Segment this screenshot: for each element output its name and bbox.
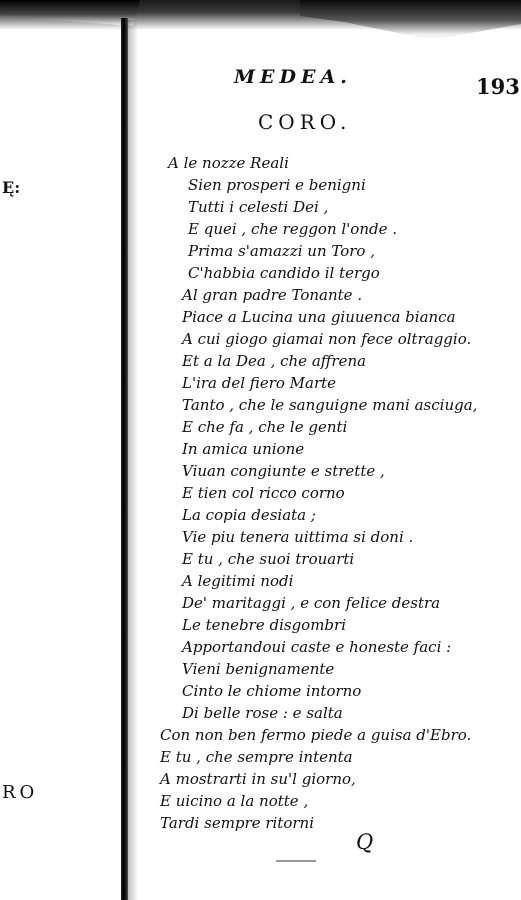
verse-line: E tu , che sempre intenta xyxy=(160,748,353,766)
verse-line: De' maritaggi , e con felice destra xyxy=(182,594,441,612)
gutter-shadow xyxy=(128,20,138,900)
verse-line: Prima s'amazzi un Toro , xyxy=(188,242,375,260)
verse-line: E quei , che reggon l'onde . xyxy=(188,220,398,238)
page-number: 193 xyxy=(476,74,520,99)
book-spine-gutter xyxy=(121,18,128,900)
verse-line: A cui giogo giamai non fece oltraggio. xyxy=(182,330,472,348)
verse-line: Tutti i celesti Dei , xyxy=(188,198,329,216)
verse-line: C'habbia candido il tergo xyxy=(188,264,380,282)
verse-line: E tien col ricco corno xyxy=(182,484,345,502)
verse-line: Apportandoui caste e honeste faci : xyxy=(182,638,452,656)
verse-line: E uicino a la notte , xyxy=(160,792,309,810)
verse-line: Le tenebre disgombri xyxy=(182,616,346,634)
verse-line: Piace a Lucina una giuuenca bianca xyxy=(182,308,456,326)
verse-line: A legitimi nodi xyxy=(182,572,294,590)
verse-line: Et a la Dea , che affrena xyxy=(182,352,367,370)
verse-line: A le nozze Reali xyxy=(168,154,289,172)
page-top-shadow-right xyxy=(300,0,521,40)
verse-line: Sien prosperi e benigni xyxy=(188,176,366,194)
verse-line: E che fa , che le genti xyxy=(182,418,348,436)
page-foot-smudge xyxy=(276,860,316,862)
section-title: CORO. xyxy=(258,110,352,134)
left-page-foot-text: RO xyxy=(2,782,39,803)
verse-line: La copia desiata ; xyxy=(182,506,316,524)
verse-line: Al gran padre Tonante . xyxy=(182,286,363,304)
verse-line: A mostrarti in su'l giorno, xyxy=(160,770,356,788)
verse-line: In amica unione xyxy=(182,440,305,458)
verse-line: Tanto , che le sanguigne mani asciuga, xyxy=(182,396,478,414)
verse-line: Cinto le chiome intorno xyxy=(182,682,362,700)
verse-line: Con non ben fermo piede a guisa d'Ebro. xyxy=(160,726,472,744)
verse-block xyxy=(160,152,477,834)
running-head: MEDEA. xyxy=(234,66,352,88)
verse-line: Di belle rose : e salta xyxy=(182,704,343,722)
verse-line: Viuan congiunte e strette , xyxy=(182,462,385,480)
catchword: Q xyxy=(356,830,374,854)
verse-line: L'ira del fiero Marte xyxy=(182,374,337,392)
verse-line: Vie piu tenera uittima si doni . xyxy=(182,528,414,546)
verse-line: Tardi sempre ritorni xyxy=(160,814,314,832)
left-page-margin-mark: Ę: xyxy=(2,178,21,197)
verse-line: Vieni benignamente xyxy=(182,660,335,678)
verse-line: E tu , che suoi trouarti xyxy=(182,550,355,568)
